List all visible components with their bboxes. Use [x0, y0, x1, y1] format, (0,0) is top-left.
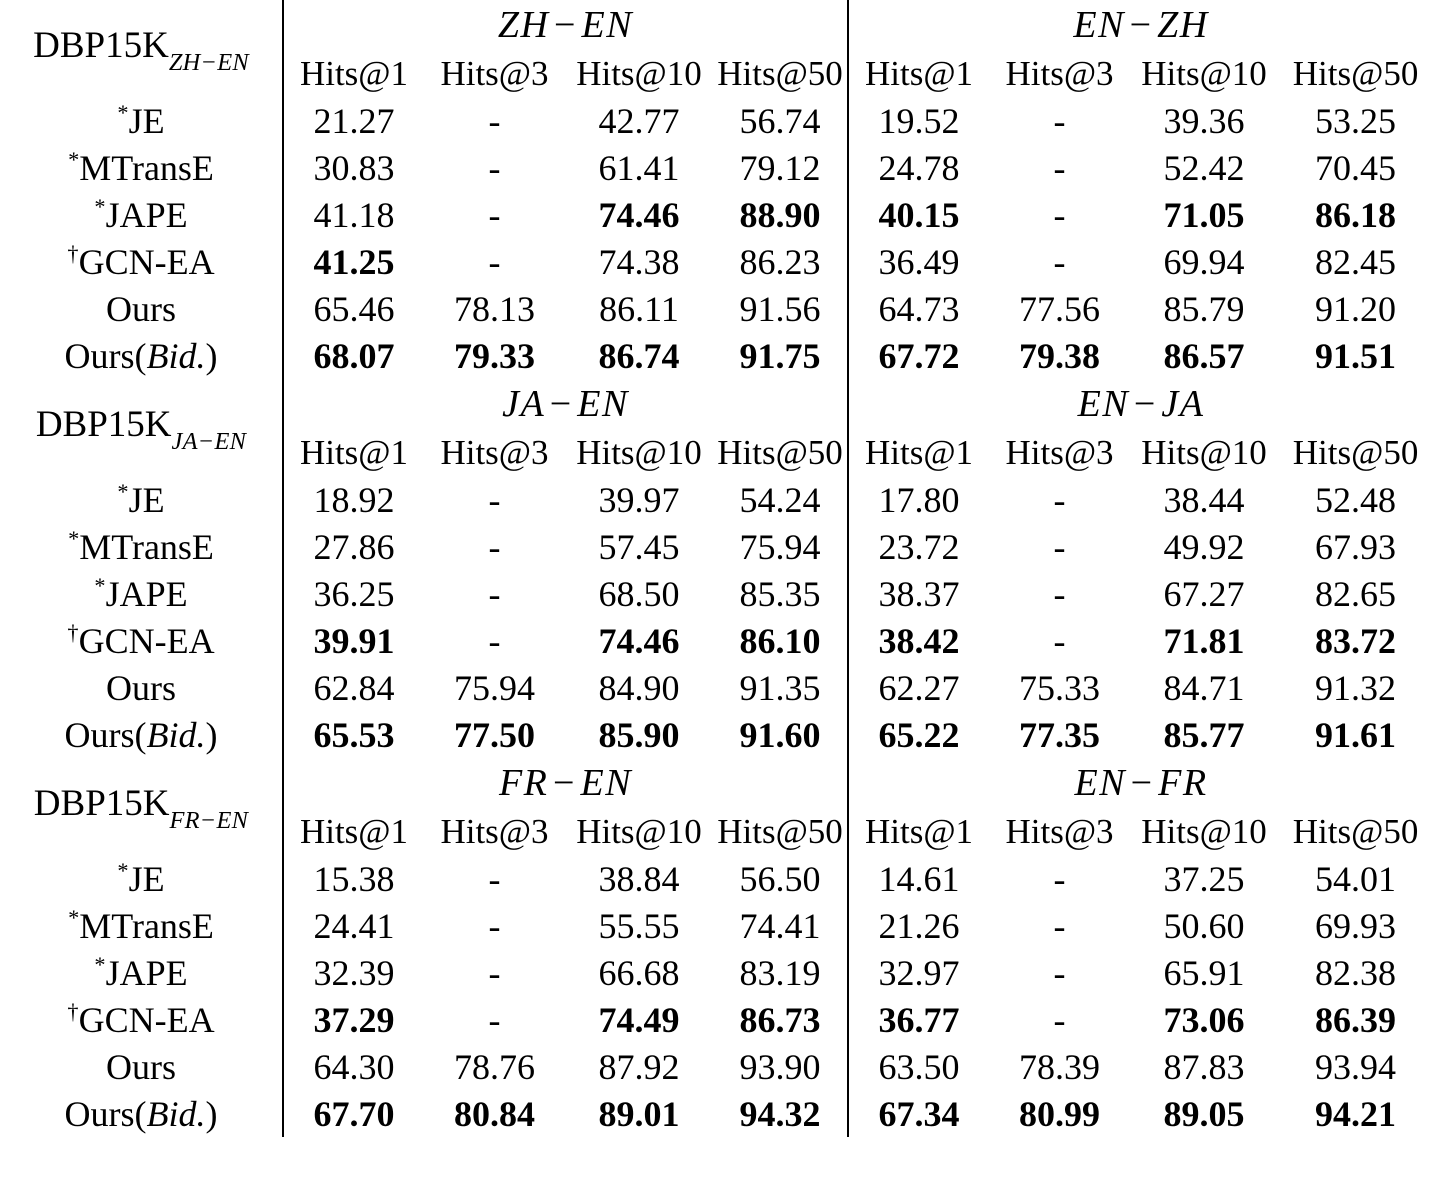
row-marker-icon: *: [68, 146, 80, 172]
data-cell: 52.42: [1163, 147, 1245, 188]
direction-dash: −: [1130, 762, 1154, 804]
data-cell: 77.56: [1019, 288, 1101, 329]
data-cell: 77.35: [1019, 714, 1101, 755]
data-cell: 91.60: [739, 714, 821, 755]
data-cell: 93.90: [739, 1046, 821, 1087]
dataset-base-label: DBP15K: [35, 403, 172, 445]
row-method-name: Ours: [106, 1046, 176, 1087]
dataset-subscript-label: JA−EN: [171, 428, 247, 456]
data-cell: 38.37: [848, 570, 989, 617]
table-row: [0, 664, 1433, 711]
direction-title-left: [283, 758, 848, 808]
row-marker-icon: †: [67, 619, 79, 645]
row-label-ours: [0, 1043, 283, 1090]
direction-source: EN: [1077, 383, 1130, 425]
data-cell: 53.25: [1315, 100, 1397, 141]
row-method-name: JE: [128, 479, 165, 520]
block-title-row: [0, 0, 1433, 50]
data-cell: 89.05: [1163, 1093, 1245, 1134]
table-row: [0, 238, 1433, 285]
data-cell: 23.72: [848, 523, 989, 570]
dataset-subscript-label: ZH−EN: [168, 49, 249, 77]
data-cell: 91.32: [1315, 667, 1397, 708]
data-cell: 62.84: [283, 664, 424, 711]
data-cell: -: [488, 100, 501, 141]
data-cell: 86.39: [1315, 999, 1397, 1040]
data-cell: -: [1053, 147, 1066, 188]
metric-header-1: Hits@3: [440, 433, 549, 472]
data-cell: 67.27: [1163, 573, 1245, 614]
direction-dash: −: [554, 4, 577, 46]
table-row: [0, 1043, 1433, 1090]
data-cell: -: [1053, 952, 1066, 993]
data-cell: 21.26: [848, 902, 989, 949]
data-cell: 38.42: [848, 617, 989, 664]
row-method-name: MTransE: [79, 147, 214, 188]
data-cell: 15.38: [283, 855, 424, 902]
data-cell: 80.99: [1019, 1093, 1101, 1134]
data-cell: 24.78: [848, 144, 989, 191]
metric-header-1: Hits@3: [1005, 433, 1114, 472]
row-method-name: MTransE: [79, 905, 214, 946]
table-row: [0, 902, 1433, 949]
direction-title-right: [848, 379, 1433, 429]
data-cell: 78.39: [1019, 1046, 1101, 1087]
row-method-name: Ours(: [64, 714, 147, 755]
direction-title-right: [848, 0, 1433, 50]
data-cell: 67.72: [848, 332, 989, 379]
data-cell: 91.75: [739, 335, 821, 376]
row-method-name: JE: [128, 858, 165, 899]
table-row: [0, 855, 1433, 902]
row-method-name-tail: ): [205, 714, 218, 755]
block-title-row: [0, 379, 1433, 429]
data-cell: -: [488, 999, 501, 1040]
data-cell: 49.92: [1163, 526, 1245, 567]
row-label-gcn-ea: [0, 617, 283, 664]
data-cell: 56.74: [739, 100, 821, 141]
data-cell: 67.34: [848, 1090, 989, 1137]
data-cell: 71.81: [1163, 620, 1245, 661]
data-cell: 24.41: [283, 902, 424, 949]
direction-source: EN: [1074, 762, 1127, 804]
data-cell: 82.38: [1315, 952, 1397, 993]
data-cell: 40.15: [848, 191, 989, 238]
data-cell: -: [488, 241, 501, 282]
metric-header-2: Hits@10: [576, 54, 702, 93]
table-row: [0, 191, 1433, 238]
data-cell: 36.49: [848, 238, 989, 285]
data-cell: 64.30: [283, 1043, 424, 1090]
row-marker-icon: †: [67, 240, 79, 266]
data-cell: 61.41: [598, 147, 680, 188]
row-label-ours: [0, 285, 283, 332]
data-cell: 21.27: [283, 97, 424, 144]
metric-header-3: Hits@50: [717, 812, 843, 851]
row-method-name: JAPE: [105, 952, 188, 993]
data-cell: 94.32: [739, 1093, 821, 1134]
data-cell: 83.72: [1315, 620, 1397, 661]
data-cell: 67.93: [1315, 526, 1397, 567]
row-label-je: [0, 476, 283, 523]
data-cell: 85.77: [1163, 714, 1245, 755]
metric-header-2: Hits@10: [1141, 433, 1267, 472]
data-cell: 85.35: [739, 573, 821, 614]
data-cell: 19.52: [848, 97, 989, 144]
data-cell: 18.92: [283, 476, 424, 523]
row-method-name-tail: ): [205, 1093, 218, 1134]
table-row: [0, 144, 1433, 191]
direction-title-right: [848, 758, 1433, 808]
data-cell: -: [488, 905, 501, 946]
direction-title-left: [283, 379, 848, 429]
data-cell: 86.74: [598, 335, 680, 376]
data-cell: 79.38: [1019, 335, 1101, 376]
data-cell: 78.13: [454, 288, 535, 329]
data-cell: 38.44: [1163, 479, 1245, 520]
data-cell: -: [1053, 479, 1066, 520]
direction-source: FR: [498, 762, 549, 804]
data-cell: 94.21: [1315, 1093, 1397, 1134]
row-method-name: Ours: [106, 667, 176, 708]
row-method-name: JAPE: [105, 573, 188, 614]
row-method-name: GCN-EA: [78, 620, 215, 661]
row-method-name: GCN-EA: [78, 999, 215, 1040]
data-cell: 17.80: [848, 476, 989, 523]
direction-target: EN: [580, 762, 633, 804]
data-cell: 91.51: [1315, 335, 1397, 376]
data-cell: 89.01: [598, 1093, 680, 1134]
data-cell: -: [1053, 858, 1066, 899]
data-cell: 80.84: [454, 1093, 535, 1134]
row-label-je: [0, 855, 283, 902]
row-marker-icon: *: [117, 99, 129, 125]
data-cell: 39.91: [283, 617, 424, 664]
data-cell: 36.77: [848, 996, 989, 1043]
data-cell: 91.56: [739, 288, 821, 329]
metric-header-0: Hits@1: [283, 429, 424, 476]
data-cell: 86.73: [739, 999, 821, 1040]
table-row: [0, 285, 1433, 332]
data-cell: 82.65: [1315, 573, 1397, 614]
row-marker-icon: *: [94, 572, 106, 598]
data-cell: 38.84: [598, 858, 680, 899]
row-label-jape: [0, 570, 283, 617]
data-cell: 54.24: [739, 479, 821, 520]
direction-dash: −: [552, 762, 576, 804]
row-label-gcn-ea: [0, 238, 283, 285]
row-label-ours: [0, 664, 283, 711]
row-label-ours: [0, 1090, 283, 1137]
metric-header-3: Hits@50: [717, 54, 843, 93]
data-cell: 86.10: [739, 620, 821, 661]
data-cell: -: [1053, 905, 1066, 946]
data-cell: 50.60: [1163, 905, 1245, 946]
data-cell: -: [1053, 620, 1066, 661]
data-cell: 54.01: [1315, 858, 1397, 899]
data-cell: 41.25: [283, 238, 424, 285]
data-cell: 74.38: [598, 241, 680, 282]
data-cell: 74.46: [598, 620, 680, 661]
data-cell: 79.33: [454, 335, 535, 376]
direction-title-left: [283, 0, 848, 50]
row-method-name: Ours(: [64, 1093, 147, 1134]
data-cell: 86.11: [599, 288, 679, 329]
data-cell: 65.91: [1163, 952, 1245, 993]
data-cell: 86.23: [739, 241, 821, 282]
data-cell: -: [1053, 100, 1066, 141]
row-marker-icon: *: [94, 193, 106, 219]
row-method-name: JAPE: [105, 194, 188, 235]
data-cell: 70.45: [1315, 147, 1397, 188]
row-label-jape: [0, 191, 283, 238]
data-cell: -: [488, 952, 501, 993]
data-cell: 41.18: [283, 191, 424, 238]
row-label-je: [0, 97, 283, 144]
data-cell: 73.06: [1163, 999, 1245, 1040]
data-cell: 65.46: [283, 285, 424, 332]
dataset-name: [0, 758, 283, 855]
data-cell: 86.18: [1315, 194, 1397, 235]
metric-header-0: Hits@1: [848, 50, 989, 97]
table-row: [0, 332, 1433, 379]
data-cell: 36.25: [283, 570, 424, 617]
row-marker-icon: *: [117, 857, 129, 883]
data-cell: -: [1053, 526, 1066, 567]
metric-header-3: Hits@50: [1292, 433, 1419, 472]
data-cell: 63.50: [848, 1043, 989, 1090]
metric-header-3: Hits@50: [717, 433, 843, 472]
data-cell: 75.94: [739, 526, 821, 567]
row-marker-icon: *: [117, 478, 129, 504]
data-cell: 82.45: [1315, 241, 1397, 282]
direction-target: JA: [1161, 383, 1205, 425]
row-method-name: JE: [128, 100, 165, 141]
row-label-ours: [0, 332, 283, 379]
direction-dash: −: [1133, 383, 1157, 425]
data-cell: 74.41: [739, 905, 821, 946]
table-row: [0, 1090, 1433, 1137]
data-cell: 68.50: [598, 573, 680, 614]
table-row: [0, 996, 1433, 1043]
dataset-subscript-label: FR−EN: [169, 807, 249, 835]
row-marker-icon: *: [68, 904, 80, 930]
data-cell: 91.61: [1315, 714, 1397, 755]
data-cell: 56.50: [739, 858, 821, 899]
row-method-name-tail: ): [205, 335, 218, 376]
data-cell: 39.97: [598, 479, 680, 520]
row-method-name: GCN-EA: [78, 241, 215, 282]
table-row: [0, 523, 1433, 570]
data-cell: 32.39: [283, 949, 424, 996]
dataset-base-label: DBP15K: [33, 782, 170, 824]
data-cell: 74.49: [598, 999, 680, 1040]
metric-header-2: Hits@10: [576, 433, 702, 472]
direction-source: ZH: [497, 4, 550, 46]
data-cell: 55.55: [598, 905, 680, 946]
data-cell: 14.61: [848, 855, 989, 902]
data-cell: 91.35: [739, 667, 821, 708]
data-cell: 69.93: [1315, 905, 1397, 946]
data-cell: -: [488, 526, 501, 567]
data-cell: -: [488, 479, 501, 520]
metric-header-2: Hits@10: [1141, 54, 1267, 93]
row-marker-icon: †: [67, 998, 79, 1024]
direction-target: EN: [577, 383, 629, 425]
row-label-ours: [0, 711, 283, 758]
data-cell: 85.79: [1163, 288, 1245, 329]
metric-header-1: Hits@3: [1005, 54, 1114, 93]
data-cell: 75.33: [1019, 667, 1101, 708]
data-cell: 42.77: [598, 100, 680, 141]
data-cell: 66.68: [598, 952, 680, 993]
row-label-gcn-ea: [0, 996, 283, 1043]
row-method-name: Ours(: [64, 335, 147, 376]
direction-target: ZH: [1157, 4, 1209, 46]
direction-source: EN: [1073, 4, 1126, 46]
data-cell: 32.97: [848, 949, 989, 996]
metric-header-0: Hits@1: [848, 808, 989, 855]
row-label-mtranse: [0, 144, 283, 191]
block-title-row: [0, 758, 1433, 808]
row-label-mtranse: [0, 523, 283, 570]
data-cell: 85.90: [598, 714, 680, 755]
table-row: [0, 97, 1433, 144]
data-cell: 30.83: [283, 144, 424, 191]
data-cell: 69.94: [1163, 241, 1245, 282]
data-cell: 84.71: [1163, 667, 1245, 708]
data-cell: 71.05: [1163, 194, 1245, 235]
direction-dash: −: [549, 383, 573, 425]
data-cell: 79.12: [739, 147, 821, 188]
direction-target: EN: [581, 4, 634, 46]
data-cell: 74.46: [598, 194, 680, 235]
metric-header-2: Hits@10: [1141, 812, 1267, 851]
data-cell: 68.07: [283, 332, 424, 379]
metric-header-3: Hits@50: [1292, 812, 1419, 851]
data-cell: 65.22: [848, 711, 989, 758]
data-cell: 87.92: [598, 1046, 680, 1087]
direction-target: FR: [1158, 762, 1208, 804]
data-cell: 57.45: [598, 526, 680, 567]
dataset-base-label: DBP15K: [33, 24, 169, 66]
data-cell: -: [1053, 999, 1066, 1040]
data-cell: 84.90: [598, 667, 680, 708]
data-cell: 83.19: [739, 952, 821, 993]
row-label-jape: [0, 949, 283, 996]
direction-source: JA: [502, 383, 546, 425]
data-cell: 86.57: [1163, 335, 1245, 376]
data-cell: -: [488, 147, 501, 188]
metric-header-0: Hits@1: [283, 808, 424, 855]
data-cell: 78.76: [454, 1046, 535, 1087]
metric-header-2: Hits@10: [576, 812, 702, 851]
data-cell: 93.94: [1315, 1046, 1397, 1087]
data-cell: 37.29: [283, 996, 424, 1043]
data-cell: 75.94: [454, 667, 535, 708]
row-marker-icon: *: [68, 525, 80, 551]
row-label-mtranse: [0, 902, 283, 949]
row-method-variant: Bid.: [146, 335, 206, 376]
data-cell: 52.48: [1315, 479, 1397, 520]
metric-header-3: Hits@50: [1292, 54, 1419, 93]
direction-dash: −: [1129, 4, 1153, 46]
data-cell: -: [1053, 241, 1066, 282]
data-cell: 77.50: [454, 714, 535, 755]
data-cell: -: [488, 573, 501, 614]
data-cell: 67.70: [283, 1090, 424, 1137]
data-cell: 65.53: [283, 711, 424, 758]
data-cell: 62.27: [848, 664, 989, 711]
table-row: [0, 570, 1433, 617]
data-cell: 87.83: [1163, 1046, 1245, 1087]
metric-header-0: Hits@1: [848, 429, 989, 476]
metric-header-1: Hits@3: [440, 812, 549, 851]
metric-header-0: Hits@1: [283, 50, 424, 97]
data-cell: 37.25: [1163, 858, 1245, 899]
metric-header-1: Hits@3: [440, 54, 549, 93]
data-cell: -: [488, 194, 501, 235]
data-cell: 91.20: [1315, 288, 1397, 329]
row-method-name: Ours: [106, 288, 176, 329]
data-cell: 27.86: [283, 523, 424, 570]
table-row: [0, 949, 1433, 996]
dataset-name: [0, 0, 283, 97]
data-cell: 64.73: [848, 285, 989, 332]
table-row: [0, 476, 1433, 523]
row-method-name: MTransE: [79, 526, 214, 567]
table-row: [0, 711, 1433, 758]
data-cell: -: [1053, 194, 1066, 235]
data-cell: 88.90: [739, 194, 821, 235]
data-cell: -: [488, 620, 501, 661]
row-method-variant: Bid.: [146, 1093, 206, 1134]
dataset-name: [0, 379, 283, 476]
row-marker-icon: *: [94, 951, 106, 977]
data-cell: -: [488, 858, 501, 899]
data-cell: 39.36: [1163, 100, 1245, 141]
table-row: [0, 617, 1433, 664]
metric-header-1: Hits@3: [1005, 812, 1114, 851]
row-method-variant: Bid.: [146, 714, 206, 755]
data-cell: -: [1053, 573, 1066, 614]
